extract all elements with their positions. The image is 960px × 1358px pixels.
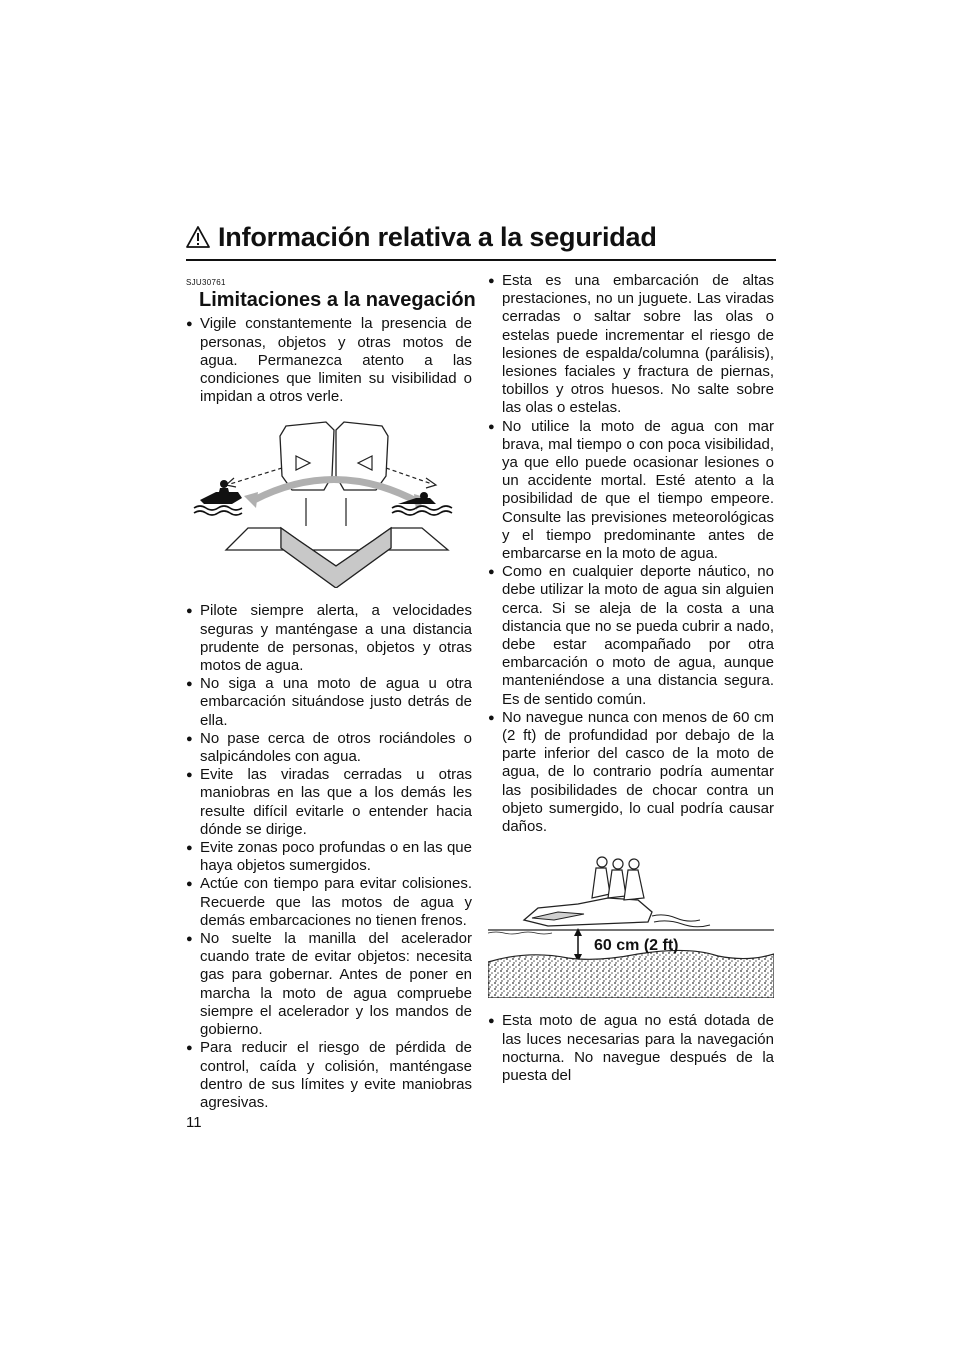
section-title: Limitaciones a la navegación: [199, 289, 476, 312]
list-item: ● Vigile constantemente la presencia de personas, objetos y otras motos de agua. Permanezca atento a las condiciones que limiten su visibilidad o impidan a otros verle.: [186, 315, 472, 406]
list-item: ● Actúe con tiempo para evitar colisiones. Recuerde que las motos de agua y demás embarcaciones no tienen frenos.: [186, 875, 472, 930]
list-item: ● Pilote siempre alerta, a velocidades seguras y manténgase a una distancia prudente de personas, objetos y otras motos de agua.: [186, 602, 472, 675]
page-title: Información relativa a la seguridad: [218, 222, 657, 252]
list-item: ● No suelte la manilla del acelerador cuando trate de evitar objetos: necesita gas para gobernar. Antes de poner en marcha la moto de agua compruebe siempre el acelerador y los mandos de gobierno.: [186, 930, 472, 1039]
list-item: ● No pase cerca de otros rociándoles o salpicándoles con agua.: [186, 730, 472, 766]
header-rule: [186, 259, 776, 261]
list-item: ● Esta es una embarcación de altas prestaciones, no un juguete. Las viradas cerradas o saltar sobre las olas o estelas puede incrementar el riesgo de lesiones de espalda/columna (parálisis), lesiones faciales y fractura de piernas, tobillos y otros huesos. No salte sobre las olas o estelas.: [488, 272, 774, 418]
list-item: ● Para reducir el riesgo de pérdida de control, caída y colisión, manténgase dentro de sus límites y evite maniobras agresivas.: [186, 1039, 472, 1112]
page-number: 11: [186, 1114, 202, 1131]
page-header: [186, 222, 776, 262]
list-item: ● No siga a una moto de agua u otra embarcación situándose justo detrás de ella.: [186, 675, 472, 730]
list-item: ● Evite zonas poco profundas o en las que haya objetos sumergidos.: [186, 839, 472, 875]
depth-illustration: [488, 850, 774, 998]
list-item: ● Como en cualquier deporte náutico, no debe utilizar la moto de agua sin alguien cerca. Si se aleja de la costa a una distancia que no se pueda cubrir a nado, debe estar acompañado por otra embarcación o moto de agua, aunque manteniéndose a una distancia segura. Es de sentido común.: [488, 563, 774, 709]
left-column: [186, 272, 476, 1112]
list-item: ● No utilice la moto de agua con mar brava, mal tiempo o con poca visibilidad, ya que ello puede ocasionar lesiones o un accidente mortal. Esté atento a la posibilidad de que el tiempo empeore. Consulte las previsiones meteorológicas y el tiempo predominante antes de embarcarse en la moto de agua.: [488, 418, 774, 564]
section-code: SJU30761: [186, 278, 226, 287]
warning-triangle-icon: [186, 226, 210, 248]
depth-label: 60 cm (2 ft): [594, 937, 679, 955]
list-item: ● Evite las viradas cerradas u otras maniobras en las que a los demás les resulte difícil evitarle o entender hacia dónde se dirige.: [186, 766, 472, 839]
visibility-illustration: [186, 418, 472, 588]
list-item: ● Esta moto de agua no está dotada de las luces necesarias para la navegación nocturna. No navegue después de la puesta del: [488, 1012, 774, 1085]
right-column: [488, 272, 774, 1085]
list-item: ● No navegue nunca con menos de 60 cm (2 ft) de profundidad por debajo de la parte inferior del casco de la moto de agua, de lo contrario podría aumentar las posibilidades de chocar contra un objeto sumergido, lo cual podría causar daños.: [488, 709, 774, 836]
